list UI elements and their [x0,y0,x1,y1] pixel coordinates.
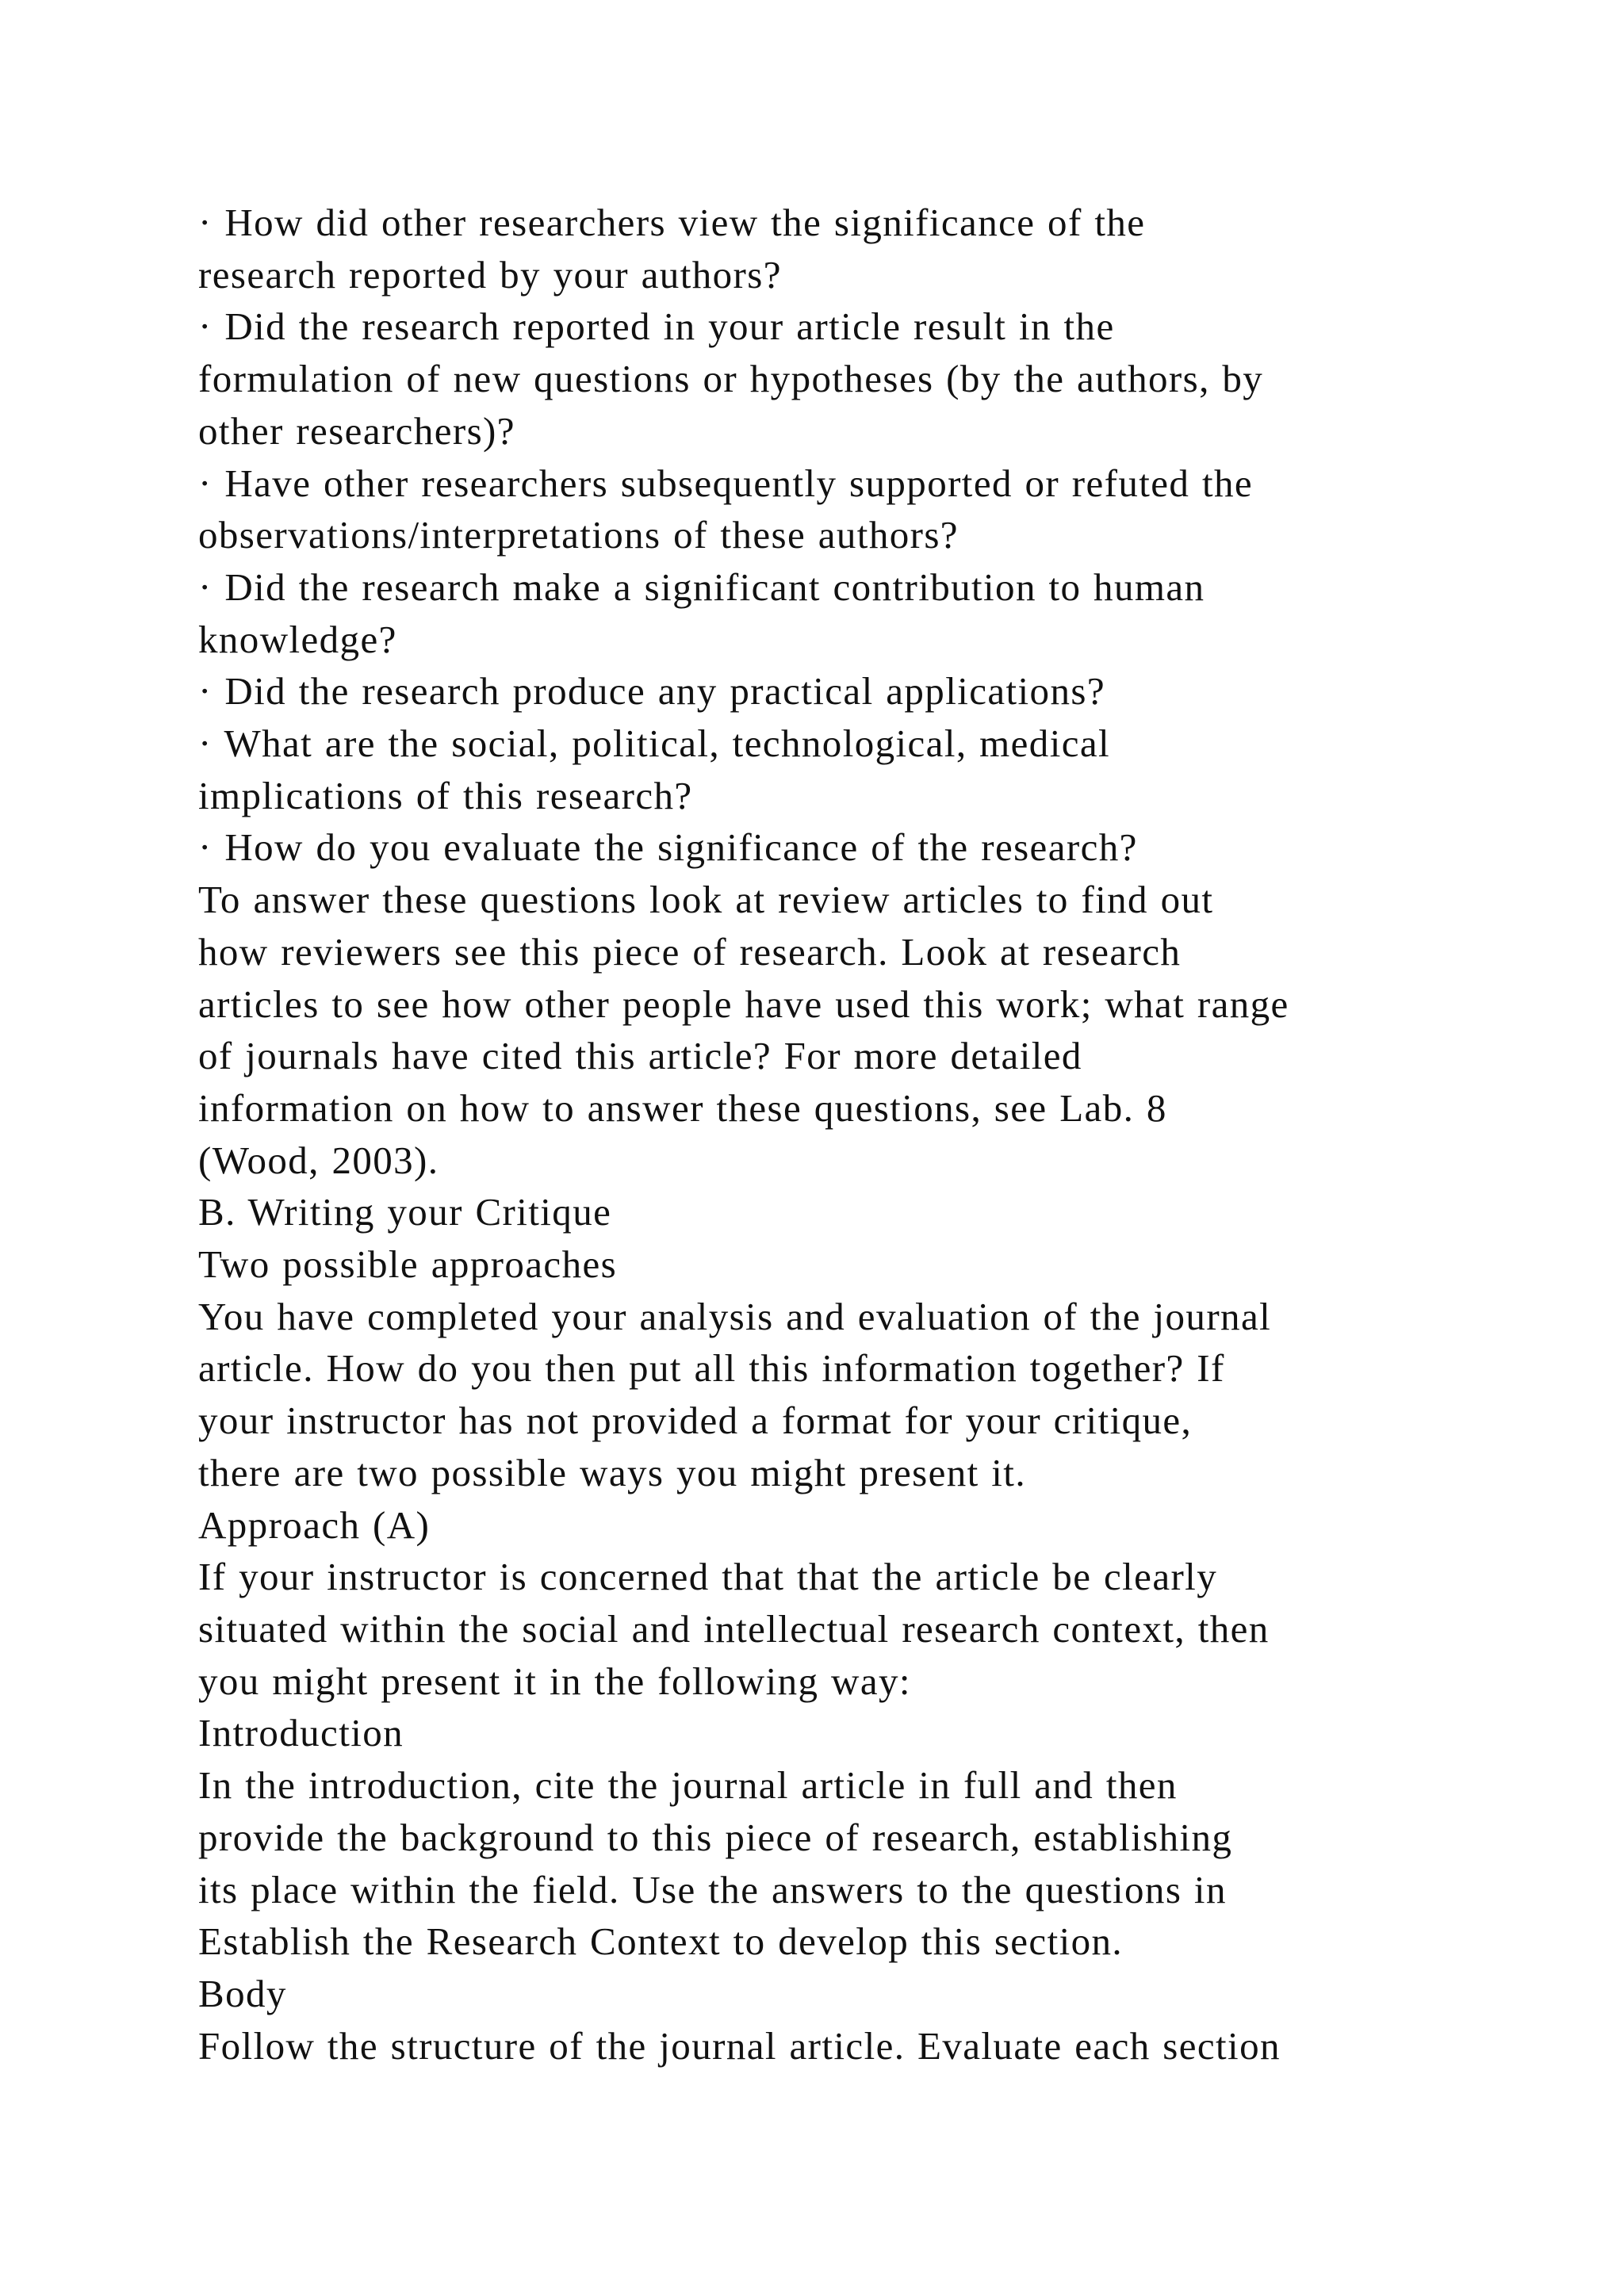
text-line: other researchers)? [198,408,515,453]
text-line: provide the background to this piece of research, establishing [198,1815,1233,1859]
text-line: Follow the structure of the journal article. Evaluate each section [198,2023,1281,2068]
text-line: observations/interpretations of these authors? [198,513,959,557]
text-line: implications of this research? [198,773,693,817]
subsection-heading: Body [198,1971,287,2015]
text-line: Establish the Research Context to develop this section. [198,1919,1124,1964]
text-line: its place within the field. Use the answers to the questions in [198,1867,1227,1911]
text-line: · Did the research produce any practical applications? [198,669,1105,714]
text-line: formulation of new questions or hypotheses (by the authors, by [198,357,1264,401]
text-line: research reported by your authors? [198,252,782,297]
section-heading: B. Writing your Critique [198,1190,612,1234]
text-line: there are two possible ways you might present it. [198,1450,1026,1494]
text-line: To answer these questions look at review articles to find out [198,878,1214,922]
text-line: situated within the social and intellectual research context, then [198,1606,1270,1651]
text-line: You have completed your analysis and evaluation of the journal [198,1294,1272,1338]
text-line: how reviewers see this piece of research. Look at research [198,929,1182,974]
text-line: (Wood, 2003). [198,1138,439,1182]
text-line: information on how to answer these questions, see Lab. 8 [198,1085,1167,1130]
text-line: your instructor has not provided a format for your critique, [198,1399,1193,1443]
text-line: · How did other researchers view the significance of the [198,201,1146,244]
document-text [198,197,1546,2072]
text-line: article. How do you then put all this information together? If [198,1346,1225,1391]
subsection-heading: Two possible approaches [198,1242,618,1287]
subsection-heading: Approach (A) [198,1502,431,1547]
text-line: · What are the social, political, technological, medical [198,721,1111,766]
subsection-heading: Introduction [198,1711,404,1755]
text-line: · Did the research make a significant contribution to human [198,564,1205,609]
text-line: · How do you evaluate the significance of the research? [198,825,1138,870]
text-line: · Have other researchers subsequently supported or refuted the [198,461,1254,505]
text-line: of journals have cited this article? For more detailed [198,1034,1082,1078]
text-line: you might present it in the following way: [198,1659,911,1703]
text-line: knowledge? [198,617,397,661]
text-line: In the introduction, cite the journal article in full and then [198,1763,1178,1808]
text-line: · Did the research reported in your article result in the [198,304,1115,349]
text-line: articles to see how other people have used this work; what range [198,982,1289,1026]
text-line: If your instructor is concerned that that the article be clearly [198,1555,1218,1599]
